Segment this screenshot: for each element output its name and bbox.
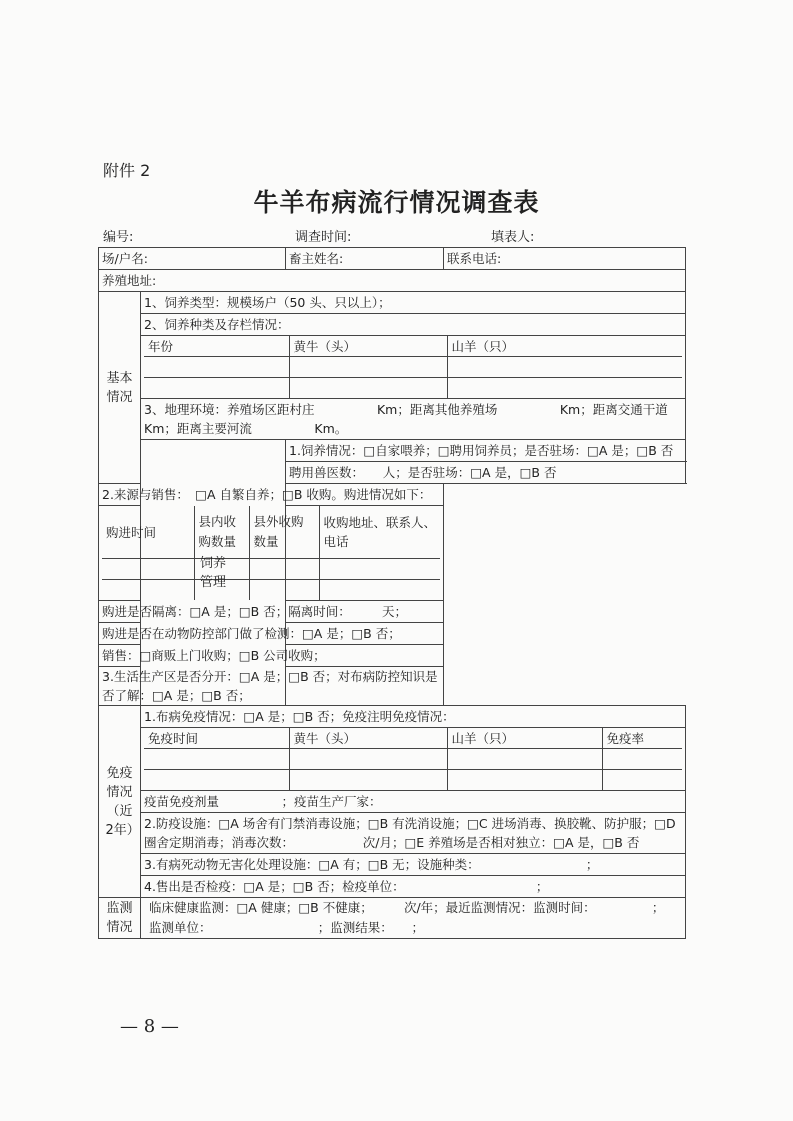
attachment-label: 附件 2 (103, 161, 151, 180)
table-row (102, 506, 440, 559)
management-isolation: 购进是否隔离：□A 是；□B 否；隔离时间： 天； (99, 601, 444, 623)
species-header-sheep: 山羊（只） (447, 336, 682, 357)
species-table (144, 336, 682, 398)
management-zoning: 3.生活生产区是否分开：□A 是；□B 否；对布病防控知识是否了解：□A 是；□B 否； (99, 667, 444, 706)
immunity-header-cattle: 黄牛（头） (289, 728, 447, 749)
basic-species: 2、饲养种类及存栏情况： (141, 314, 686, 336)
table-row (144, 336, 682, 357)
table-row[interactable] (144, 357, 682, 378)
owner-name-field[interactable]: 畜主姓名: (286, 248, 444, 270)
page-title: 牛羊布病流行情况调查表 (253, 188, 540, 217)
immunity-header-rate: 免疫率 (602, 728, 682, 749)
address-field[interactable]: 养殖地址: (99, 270, 686, 292)
management-feeding: 1.饲养情况：□自家喂养；□聘用饲养员；是否驻场：□A 是；□B 否 (286, 440, 686, 462)
species-table-cell (141, 336, 686, 399)
management-inspection: 购进是否在动物防控部门做了检测：□A 是；□B 否； (99, 623, 444, 645)
monitoring-clinical: 临床健康监测：□A 健康；□B 不健康； 次/年；最近监测情况：监测时间： ； (149, 900, 665, 915)
section-basic-label: 基本情况 (99, 292, 141, 484)
farm-name-field[interactable]: 场/户名: (99, 248, 286, 270)
management-sales: 销售：□商贩上门收购；□B 公司收购； (99, 645, 444, 667)
page-number: — 8 — (120, 1016, 179, 1037)
immunity-table-cell (141, 728, 686, 791)
management-source: 2.来源与销售： □A 自繁自养；□B 收购。购进情况如下： (99, 484, 444, 506)
table-row (144, 728, 682, 749)
table-row[interactable] (144, 378, 682, 399)
management-vet: 聘用兽医数： 人；是否驻场：□A 是，□B 否 (286, 462, 686, 484)
immunity-header-time: 免疫时间 (148, 730, 199, 746)
basic-feed-type: 1、饲养类型：规模场户（50 头、只以上）； (141, 292, 686, 314)
immunity-table (144, 728, 682, 790)
meta-survey-time: 调查时间: (295, 230, 352, 245)
table-row[interactable] (144, 749, 682, 770)
immunity-sale-check: 4.售出是否检疫：□A 是；□B 否；检疫单位： ； (141, 876, 686, 898)
purchase-header-out-county: 县外收购数量 (249, 506, 319, 559)
table-row[interactable] (102, 580, 440, 601)
meta-filler: 填表人: (491, 230, 535, 245)
section-management-label: 饲养管理 (141, 440, 286, 706)
immunity-status: 1.布病免疫情况：□A 是；□B 否；免疫注明免疫情况： (141, 706, 686, 728)
immunity-disposal: 3.有病死动物无害化处理设施：□A 有；□B 无；设施种类： ； (141, 854, 686, 876)
purchase-header-contact: 收购地址、联系人、电话 (319, 506, 440, 559)
meta-number: 编号: (103, 230, 134, 245)
species-header-cattle: 黄牛（头） (289, 336, 447, 357)
purchase-header-in-county: 县内收购数量 (194, 506, 249, 559)
purchase-header-time: 购进时间 (106, 524, 157, 540)
monitoring-unit: 监测单位： ；监测结果： ； (149, 920, 425, 935)
table-row[interactable] (102, 559, 440, 580)
purchase-table (102, 506, 440, 600)
species-header-year: 年份 (148, 338, 174, 354)
purchase-table-cell (99, 506, 444, 601)
phone-field[interactable]: 联系电话: (444, 248, 686, 270)
immunity-vaccine: 疫苗免疫剂量 ；疫苗生产厂家： (141, 791, 686, 813)
monitoring-cell (141, 898, 686, 939)
section-immunity-label: 免疫情况（近2年） (99, 706, 141, 898)
immunity-header-sheep: 山羊（只） (447, 728, 602, 749)
table-row[interactable] (144, 770, 682, 791)
immunity-facilities: 2.防疫设施：□A 场舍有门禁消毒设施；□B 有洗消设施；□C 进场消毒、换胶靴、防护服；□D 圈舍定期消毒；消毒次数： 次/月；□E 养殖场是否相对独立：□A 是，□B 否 (141, 813, 686, 854)
section-monitoring-label: 监测情况 (99, 898, 141, 939)
basic-geography: 3、地理环境：养殖场区距村庄 Km；距离其他养殖场 Km；距离交通干道 Km；距离主要河流 Km。 (141, 399, 686, 440)
survey-form (98, 247, 731, 939)
